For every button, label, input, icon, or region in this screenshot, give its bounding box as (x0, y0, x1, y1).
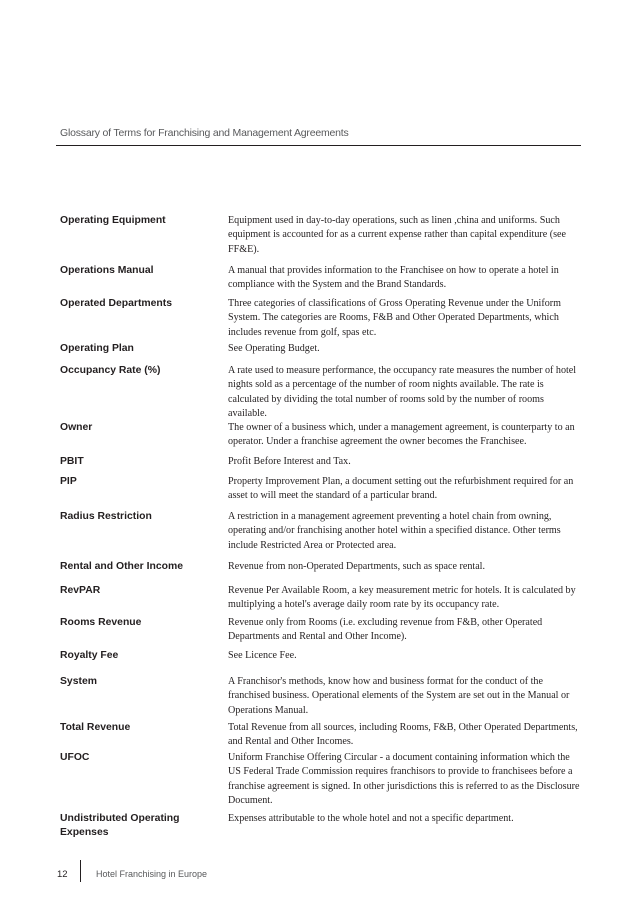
glossary-term: PIP (60, 476, 77, 487)
glossary-entry (60, 475, 582, 510)
glossary-definition: Revenue Per Available Room, a key measurement metric for hotels. It is calculated by multiplying a hotel's average daily room rate by its occupancy rate. (228, 585, 576, 611)
glossary-entry (60, 214, 582, 264)
glossary-term: Operations Manual (60, 265, 154, 276)
glossary-entry (60, 616, 582, 649)
glossary-definition: Revenue only from Rooms (i.e. excluding revenue from F&B, other Operated Departments and Rental and Other Income). (228, 617, 543, 643)
header-divider (56, 145, 581, 146)
glossary-entry (60, 584, 582, 616)
glossary-term: RevPAR (60, 585, 101, 596)
glossary-term: Royalty Fee (60, 650, 119, 661)
glossary-entry (60, 649, 582, 675)
glossary-definition: Total Revenue from all sources, including Rooms, F&B, Other Operated Departments, and Rental and Other Incomes. (228, 722, 578, 748)
glossary-definition: The owner of a business which, under a management agreement, is counterparty to an operator. Under a franchise agreement the owner becomes the Franchisee. (228, 422, 575, 448)
glossary-entry (60, 510, 582, 560)
glossary-entry (60, 342, 582, 364)
glossary-entry (60, 560, 582, 584)
glossary-definition: Revenue from non-Operated Departments, such as space rental. (228, 561, 486, 572)
glossary-term: PBIT (60, 456, 84, 467)
glossary-term: Owner (60, 422, 93, 433)
glossary-term: Undistributed Operating Expenses (60, 813, 180, 838)
glossary-term: Operating Equipment (60, 215, 166, 226)
glossary-entry (60, 297, 582, 342)
glossary-definition: A manual that provides information to the Franchisee on how to operate a hotel in compliance with the System and the Brand Standards. (228, 265, 559, 291)
glossary-term: Total Revenue (60, 722, 131, 733)
glossary-term: System (60, 676, 97, 687)
glossary-definition: Three categories of classifications of Gross Operating Revenue under the Uniform System. The categories are Rooms, F&B and Other Operated Departments, which includes revenue from golf, spas etc. (228, 298, 561, 338)
glossary-term: Rooms Revenue (60, 617, 142, 628)
glossary-definition: Uniform Franchise Offering Circular - a document containing information which the US Federal Trade Commission requires franchisors to provide to franchisees before a franchise agreement is signed. In other jurisdictions this is referred to as the Disclosure Document. (228, 752, 580, 806)
glossary-entry (60, 364, 582, 421)
glossary-entry (60, 421, 582, 455)
glossary-list (60, 214, 582, 842)
glossary-entry (60, 264, 582, 297)
glossary-entry (60, 751, 582, 812)
glossary-entry (60, 721, 582, 751)
glossary-term: Rental and Other Income (60, 561, 183, 572)
glossary-definition: A Franchisor's methods, know how and business format for the conduct of the franchised business. Operational elements of the System are set out in the Manual or Operations Manual. (228, 676, 570, 716)
glossary-entry (60, 812, 582, 842)
glossary-term: Radius Restriction (60, 511, 152, 522)
glossary-definition: A restriction in a management agreement preventing a hotel chain from owning, operating and/or franchising another hotel within a specified distance. Other terms include Restricted Area or Protected area. (228, 511, 561, 551)
footer-divider (80, 860, 81, 882)
glossary-definition: See Operating Budget. (228, 343, 320, 354)
glossary-definition: Profit Before Interest and Tax. (228, 456, 351, 467)
glossary-term: Operated Departments (60, 298, 173, 309)
glossary-term: Occupancy Rate (%) (60, 365, 161, 376)
glossary-definition: See Licence Fee. (228, 650, 297, 661)
glossary-entry (60, 455, 582, 475)
glossary-definition: Equipment used in day-to-day operations, such as linen ,china and uniforms. Such equipment is accounted for as a current expense rather than capital expenditure (see FF&E). (228, 215, 566, 255)
glossary-entry (60, 675, 582, 721)
glossary-term: Operating Plan (60, 343, 134, 354)
glossary-definition: A rate used to measure performance, the occupancy rate measures the number of hotel nights sold as a percentage of the number of room nights available. The rate is calculated by dividing the total number of rooms sold by the number of rooms available. (228, 365, 577, 419)
glossary-term: UFOC (60, 752, 90, 763)
page-header-title: Glossary of Terms for Franchising and Management Agreements (60, 127, 349, 139)
glossary-definition: Expenses attributable to the whole hotel and not a specific department. (228, 813, 514, 824)
glossary-definition: Property Improvement Plan, a document setting out the refurbishment required for an asset to will meet the standard of a particular brand. (228, 476, 574, 502)
footer-publication-title: Hotel Franchising in Europe (96, 869, 208, 879)
page-number: 12 (57, 869, 68, 880)
